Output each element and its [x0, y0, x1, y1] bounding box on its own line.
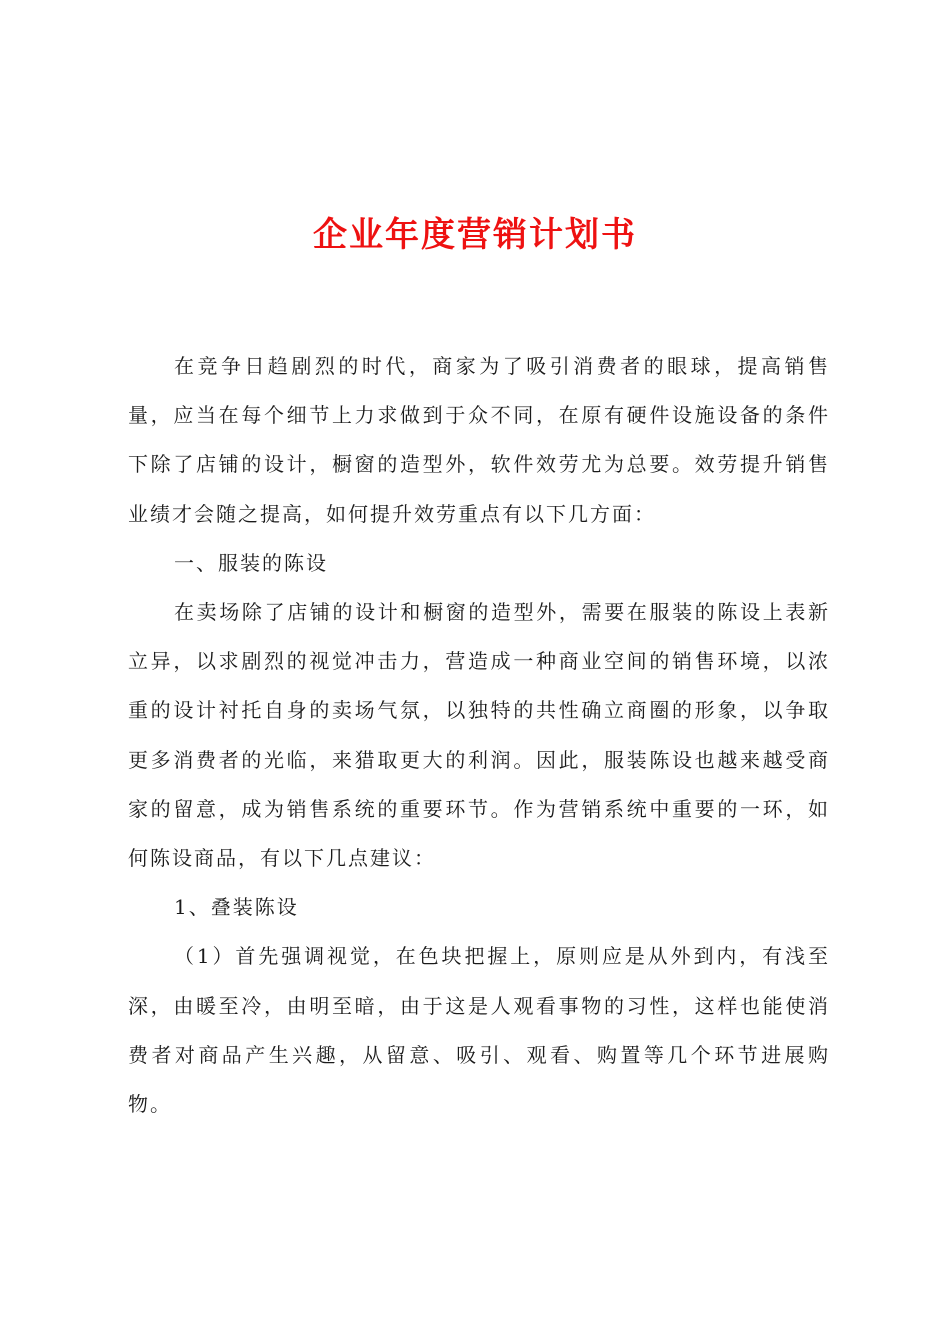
document-title: 企业年度营销计划书 [313, 215, 637, 255]
subsection-heading-folded-display: 1、叠装陈设 [174, 895, 299, 920]
section-body-paragraph: 在卖场除了店铺的设计和橱窗的造型外，需要在服装的陈设上表新立异，以求剧烈的视觉冲击力，营造成一种商业空间的销售环境，以浓重的设计衬托自身的卖场气氛，以独特的共性确立商圈的形象，以争取更多消费者的光临，来猎取更大的利润。因此，服装陈设也越来越受商家的留意，成为销售系统的重要环节。作为营销系统中重要的一环，如何陈设商品，有以下几点建议： [128, 600, 830, 871]
document-body [128, 342, 830, 1129]
subsection-item-paragraph: （1）首先强调视觉，在色块把握上，原则应是从外到内，有浅至深，由暖至冷，由明至暗，由于这是人观看事物的习性，这样也能使消费者对商品产生兴趣，从留意、吸引、观看、购置等几个环节进展购物。 [128, 944, 830, 1117]
section-heading-clothing-display: 一、服装的陈设 [174, 550, 328, 575]
intro-paragraph: 在竞争日趋剧烈的时代，商家为了吸引消费者的眼球，提高销售量，应当在每个细节上力求做到于众不同，在原有硬件设施设备的条件下除了店铺的设计，橱窗的造型外，软件效劳尤为总要。效劳提升销售业绩才会随之提高，如何提升效劳重点有以下几方面： [128, 354, 830, 526]
